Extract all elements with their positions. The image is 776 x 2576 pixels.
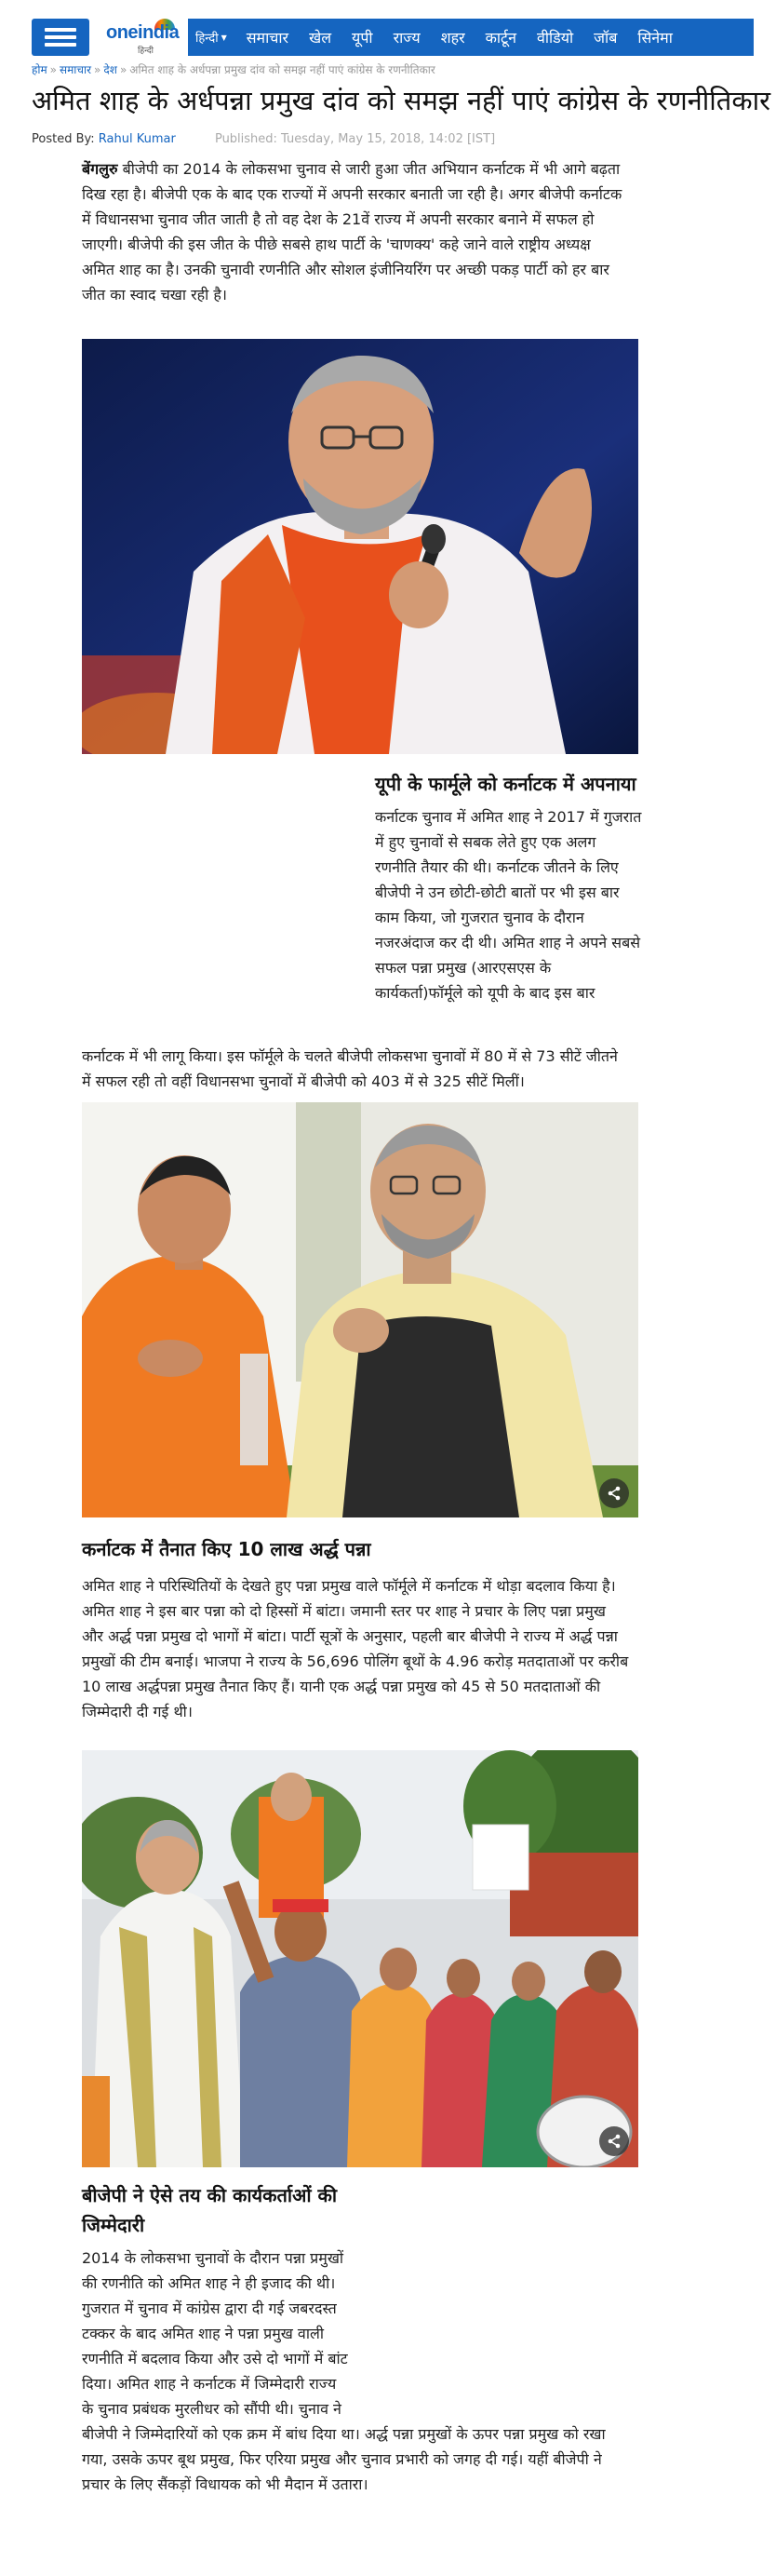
text-line: गया, उसके ऊपर बूथ प्रमुख, फिर एरिया प्रमुख और चुनाव प्रभारी को जगह दी गई। यहीं बीजेपी ने [82,2450,602,2468]
breadcrumb-home[interactable]: होम [32,63,47,76]
text-line: रणनीति में बदलाव किया और उसे दो भागों में बांट [82,2350,348,2367]
main-nav [188,19,754,56]
nav-item-khel[interactable]: खेल [309,29,332,47]
text-line: कर्नाटक चुनाव में अमित शाह ने 2017 में गुजरात [375,808,642,826]
text-line: काम किया, जो गुजरात चुनाव के दौरान [375,909,584,926]
text-line: अमित शाह का है। उनकी चुनावी रणनीति और सोशल इंजीनियरिंग पर अच्छी पकड़ पार्टी को हर बार [82,261,609,278]
text-line: जिम्मेदारी दी गई थी। [82,1703,193,1720]
breadcrumb-desh[interactable]: देश [103,63,117,76]
text-line: रणनीति तैयार की थी। कर्नाटक जीतने के लिए [375,858,619,876]
text-line: अमित शाह ने परिस्थितियों के देखते हुए पन्ना प्रमुख वाले फॉर्मूले में कर्नाटक में थोड़ा बदलाव किया है। [82,1577,616,1595]
hamburger-menu-icon[interactable] [32,19,89,56]
nav-item-cinema[interactable]: सिनेमा [637,29,673,47]
speaker-photo-image [82,339,638,754]
section-1-paragraph-a [375,804,691,1005]
text-line: सफल पन्ना प्रमुख (आरएसएस के [375,959,552,977]
site-logo[interactable] [106,19,180,56]
text-line: दिख रहा है। बीजेपी एक के बाद एक राज्यों में अपनी सरकार बनाती जा रही है। अगर बीजेपी कर्नाटक [82,185,622,203]
text-line: की रणनीति को अमित शाह ने ही इजाद की थी। [82,2274,336,2292]
article-meta [32,132,495,146]
logo-subtext: हिन्दी [138,47,154,56]
posted-by-label: Posted By: [32,132,95,146]
language-label: हिन्दी [195,32,219,46]
text-line: में विधानसभा चुनाव जीत जाती है तो वह देश के 21वें राज्य में अपनी सरकार बनाने में सफल हो [82,210,595,228]
text-line: प्रचार के लिए सैंकड़ों विधायक को भी मैदान में उतारा। [82,2475,368,2493]
nav-item-video[interactable]: वीडियो [537,29,574,47]
text-line: नजरअंदाज कर दी थी। अमित शाह ने अपने सबसे [375,934,641,951]
text-line: बीजेपी ने जिम्मेदारियों को एक क्रम में बांध दिया था। अर्द्ध पन्ना प्रमुखों के ऊपर पन्ना प्रमुख को रखा [82,2425,606,2443]
section-heading-up-formula: यूपी के फार्मूले को कर्नाटक में अपनाया [375,773,636,795]
intro-paragraph [82,156,677,307]
section-2-paragraph [82,1573,733,1724]
breadcrumb: होम » समाचार » देश » अमित शाह के अर्धपन्ना प्रमुख दांव को समझ नहीं पाएं कांग्रेस के रणनीतिकार [32,63,435,76]
chevron-down-icon: ▼ [221,33,227,42]
author-link[interactable]: Rahul Kumar [98,132,176,146]
section-heading-half-panna: कर्नाटक में तैनात किए 10 लाख अर्द्ध पन्ना [82,1538,371,1560]
nav-item-shahar[interactable]: शहर [440,29,465,47]
article-photo-2 [82,1102,638,1517]
text-line: बीजेपी ने उन छोटी-छोटी बातों पर भी इस बार [375,883,620,901]
text-line: अमित शाह ने इस बार पन्ना को दो हिस्सों में बांटा। जमानी स्तर पर शाह ने प्रचार के लिए पन्ना प्रमुख [82,1602,606,1620]
breadcrumb-current: अमित शाह के अर्धपन्ना प्रमुख दांव को समझ नहीं पाएं कांग्रेस के रणनीतिकार [129,63,435,76]
section-1-paragraph-b [82,1044,715,1094]
heading-line: जिम्मेदारी [82,2214,145,2236]
heading-line: बीजेपी ने ऐसे तय की कार्यकर्ताओं की [82,2184,338,2206]
text-line: 10 लाख अर्द्धपन्ना प्रमुख तैनात किए हैं। यानी एक अर्द्ध पन्ना प्रमुख को 45 से 50 मतदाताओं की [82,1678,601,1695]
article-title: अमित शाह के अर्धपन्ना प्रमुख दांव को समझ नहीं पाएं कांग्रेस के रणनीतिकार [32,85,770,116]
breadcrumb-samachar[interactable]: समाचार [60,63,92,76]
published-date: Published: Tuesday, May 15, 2018, 14:02 [IST] [214,132,496,146]
text-line: में हुए चुनावों से सबक लेते हुए एक अलग [375,833,596,851]
section-heading-responsibility [82,2180,454,2240]
dateline: बेंगलुरु [82,160,118,178]
article-photo-1 [82,339,638,754]
nav-item-samachar[interactable]: समाचार [246,29,289,47]
text-line: जीत का स्वाद चखा रही है। [82,286,227,303]
nav-item-up[interactable]: यूपी [352,29,373,47]
leaders-photo-image [82,1102,638,1517]
text-line: दिया। अमित शाह ने कर्नाटक में जिम्मेदारी राज्य [82,2375,337,2393]
section-3-paragraph-a [82,2246,426,2421]
text-line: प्रमुखों की टीम बनाई। भाजपा ने राज्य के 56,696 पोलिंग बूथों के 4.96 करोड़ मतदाताओं पर करीब [82,1652,629,1670]
text-line: टक्कर के बाद अमित शाह ने पन्ना प्रमुख वाली [82,2325,324,2342]
crowd-photo-image [82,1750,638,2167]
text-line: और अर्द्ध पन्ना प्रमुख दो भागों में बांटा। पार्टी सूत्रों के अनुसार, पहली बार बीजेपी ने राज्य में अर्द्ध पन्ना [82,1627,618,1645]
article-photo-3 [82,1750,638,2167]
text-line: बीजेपी का 2014 के लोकसभा चुनाव से जारी हुआ जीत अभियान कर्नाटक में भी आगे बढ़ता [117,160,621,178]
text-line: कर्नाटक में भी लागू किया। इस फॉर्मूले के चलते बीजेपी लोकसभा चुनावों में 80 में से 73 सीटें जीतने [82,1047,618,1065]
share-icon[interactable] [599,2126,629,2156]
language-selector[interactable] [188,29,236,46]
text-line: गुजरात में चुनाव में कांग्रेस द्वारा दी गई जबरदस्त [82,2300,337,2317]
text-line: 2014 के लोकसभा चुनावों के दौरान पन्ना प्रमुखों [82,2249,344,2267]
logo-text: oneindia [106,22,180,43]
text-line: में सफल रही तो वहीं विधानसभा चुनावों में बीजेपी को 403 में से 325 सीटें मिलीं। [82,1072,525,1090]
section-3-paragraph-b [82,2421,743,2497]
text-line: के चुनाव प्रबंधक मुरलीधर को सौंपी थी। चुनाव ने [82,2400,341,2418]
text-line: जाएगी। बीजेपी की इस जीत के पीछे सबसे हाथ पार्टी के 'चाणक्य' कहे जाने वाले राष्ट्रीय अध्यक्ष [82,236,591,253]
text-line: कार्यकर्ता)फॉर्मूले को यूपी के बाद इस बार [375,984,595,1002]
share-icon[interactable] [599,1478,629,1508]
nav-item-rajya[interactable]: राज्य [393,29,421,47]
nav-item-job[interactable]: जॉब [594,29,618,47]
nav-item-cartoon[interactable]: कार्टून [485,29,516,47]
